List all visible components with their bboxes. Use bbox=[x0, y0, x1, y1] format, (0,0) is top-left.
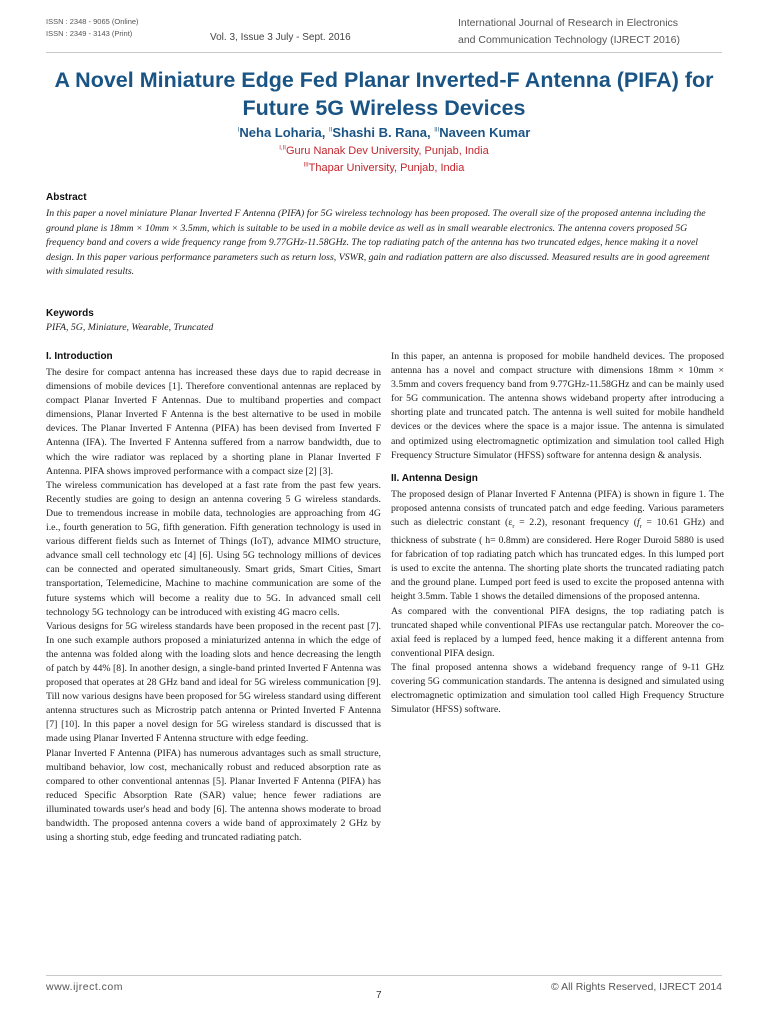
subscript-r: r bbox=[639, 523, 642, 530]
issn-block bbox=[46, 16, 139, 40]
subscript-r: r bbox=[512, 523, 515, 530]
keywords-heading: Keywords bbox=[46, 308, 94, 319]
left-column bbox=[46, 366, 381, 845]
issn-online: ISSN : 2348 - 9065 (Online) bbox=[46, 17, 139, 26]
affiliation-2 bbox=[0, 162, 768, 174]
page-number: 7 bbox=[376, 990, 382, 1001]
affiliation-mark: III bbox=[303, 162, 309, 169]
author-name: Neha Loharia, bbox=[239, 125, 326, 140]
introduction-heading: I. Introduction bbox=[46, 351, 113, 362]
body-paragraph: The desire for compact antenna has increased these days due to rapid decrease in dimensions of mobile devices [1]. Therefore conventional antennas are replaced by compact Planar Inverted F Antennas. Due to multiband properties and compact dimensions, Planar Inverted F Antenna is the best alternative to be used in mobile devices. The Planar Inverted F Antenna (PIFA) has been devised from Inverted F Antenna (IFA). The Inverted F Antenna suffered from a narrow bandwidth, due to which the wire radiator was replaced by a shorting plane in Planar Inverted F Antenna. PIFA shows improved performance with a compact size [2] [3]. bbox=[46, 367, 381, 477]
author-name: Naveen Kumar bbox=[439, 125, 531, 140]
affiliation-mark: I,II bbox=[279, 145, 286, 152]
volume-info: Vol. 3, Issue 3 July - Sept. 2016 bbox=[210, 32, 351, 43]
affiliation-1 bbox=[0, 145, 768, 157]
affiliation-text: Guru Nanak Dev University, Punjab, India bbox=[285, 145, 489, 157]
epsilon-symbol: ε bbox=[508, 517, 513, 529]
header-divider bbox=[46, 52, 722, 53]
journal-name-line2: and Communication Technology (IJRECT 2016) bbox=[458, 34, 680, 46]
body-paragraph: In this paper, an antenna is proposed for mobile handheld devices. The proposed antenna has a novel and compact structure with dimensions 18mm × 10mm × 3.5mm and covers frequency band from 9.77GHz-11.58GHz and can be mainly used for 5G communication. The antenna shows wideband property after introducing a shorting plate and truncated patch. The antenna is well suited for mobile handheld devices or the devices where the space is a major issue. The antenna is simulated and optimized using electromagnetic optimization and simulation tool called High Frequency Structure Simulator (HFSS) software for antenna design & analysis. bbox=[391, 351, 724, 461]
footer-url: www.ijrect.com bbox=[46, 981, 124, 993]
copyright-notice: © All Rights Reserved, IJRECT 2014 bbox=[551, 981, 722, 993]
text-run: = 2.2), resonant frequency ( bbox=[514, 517, 637, 529]
body-paragraph: Various designs for 5G wireless standards have been proposed in the recent past [7]. In one such example authors proposed a miniaturized antenna in which the edge of the antenna was folded along with the loading slots and hence decreasing the length of patch by 44% [8]. In another design, a single-band printed Inverted F Antenna was proposed that operates at 28 GHz band and ideal for 5G wireless communication [9]. Till now various designs have been proposed for 5G wireless standard using different antenna structures such as Microstrip patch antenna or Printed Inverted F Antenna [7] [10]. In this paper a novel design for 5G wireless standard is discussed that is made using Planar Inverted F Antenna structure with edge feeding. bbox=[46, 620, 381, 745]
antenna-design-heading: II. Antenna Design bbox=[391, 472, 478, 484]
body-paragraph: Planar Inverted F Antenna (PIFA) has numerous advantages such as small structure, multiband behavior, low cost, mechanically robust and reduced absorption rate as compared to other conventional antennas [5]. Planar Inverted F Antenna (PIFA) has reduced Specific Absorption Rate (SAR) value; hence fewer radiations are illuminated towards user's head and body [6]. The antenna shows moderate to broad bandwidth. The proposed antenna covers a wide band of approximately 2 GHz by using a shorting stub, edge feeding and truncated radiating patch. bbox=[46, 747, 381, 844]
text-run: The proposed design of Planar Inverted F Antenna (PIFA) is shown in figure 1. The proposed antenna consists of truncated patch and edge feeding. Various parameters such as dielectric constant ( bbox=[391, 488, 724, 529]
text-run: = 10.61 GHz) and thickness of substrate ( h= 0.8mm) are considered. Here Roger Duroid 5880 is used for fabrication of top radiating patch which has truncated edges. In this lumped port is used to excite the antenna. The shorting plate shorts the truncated radiating patch and the ground plane. Lumped port feed is used to excite the proposed antenna with height 3.5mm. Table 1 shows the detailed dimensions of the proposed antenna. bbox=[391, 517, 724, 603]
abstract-text: In this paper a novel miniature Planar Inverted F Antenna (PIFA) for 5G wireless technology has been proposed. The overall size of the proposed antenna including the ground plane is 18mm × 10mm × 3.5mm, which is suitable to be used in a mobile device as well as in small wearable electronics. The antenna covers proposed 5G frequency band and covers a wide frequency range from 9.77GHz-11.58GHz. The top radiating patch of the antenna has two truncated edges, hence making it a novel design. In this paper various performance parameters such as return loss, VSWR, gain and radiation pattern are also discussed. Measured results are in good agreement with simulated results. bbox=[46, 208, 710, 278]
paper-title: A Novel Miniature Edge Fed Planar Inverted-F Antenna (PIFA) for Future 5G Wireless Devices bbox=[54, 68, 714, 120]
journal-name-line1: International Journal of Research in Electronics bbox=[458, 17, 679, 29]
author-list bbox=[0, 125, 768, 140]
affiliation-text: Thapar University, Punjab, India bbox=[308, 162, 465, 174]
body-paragraph: As compared with the conventional PIFA designs, the top radiating patch is truncated shaped while conventional PIFAs use rectangular patch. Moreover the co-axial feed is replaced by a lumped feed, hence making it a different antenna from conventional PIFA design. bbox=[391, 605, 724, 659]
author-mark: I bbox=[237, 127, 240, 134]
body-paragraph: The final proposed antenna shows a wideband frequency range of 9-11 GHz covering 5G communication standards. The antenna is designed and simulated using electromagnetic optimization and simulation tool called High Frequency Structure Simulator (HFSS) software. bbox=[391, 661, 724, 716]
footer-divider bbox=[46, 975, 722, 976]
body-paragraph: The wireless communication has developed at a fast rate from the past few years. Recently studies are going to design an antenna covering 5 G wireless standards. Due to tremendous increase in mobile data, technologies are approaching from 4G i.e., fourth generation to 5G, fifth generation. Fifth generation technology is used in various different fields such as Internet of Things (IoT), advance MIMO structure, advance small cell technology etc [4] [6]. Using 5G technology millions of devices can be connected and operated simultaneously. Smart grids, Smart Cities, Smart transportation, Telemedicine, Machine to machine communication are some of the future systems which will become a reality due to 5G. In advanced small cell technology 5G technology can be introduced with existing 4G macro cells. bbox=[46, 479, 381, 618]
right-column bbox=[391, 350, 724, 717]
author-name: Shashi B. Rana, bbox=[332, 125, 431, 140]
abstract-heading: Abstract bbox=[46, 192, 87, 203]
author-mark: III bbox=[434, 127, 440, 134]
issn-print: ISSN : 2349 - 3143 (Print) bbox=[46, 29, 133, 38]
keywords-text: PIFA, 5G, Miniature, Wearable, Truncated bbox=[46, 322, 214, 333]
frequency-symbol: f bbox=[636, 517, 640, 529]
body-paragraph bbox=[391, 488, 724, 605]
author-mark: II bbox=[328, 127, 333, 134]
journal-name bbox=[458, 15, 758, 49]
